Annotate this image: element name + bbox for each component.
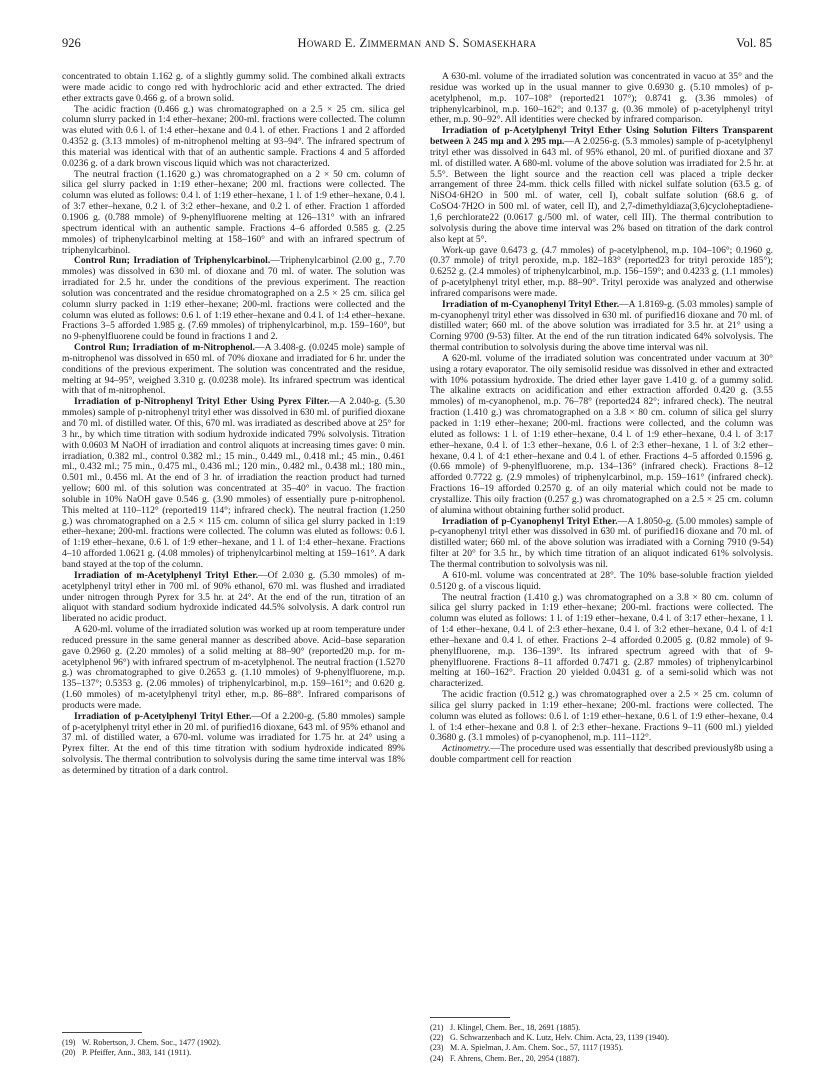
paragraph (62, 625, 405, 712)
section-heading: Irradiation of p-Acetylphenyl Trityl Ether Using Solution Filters Transparent between λ 245 mμ and λ 295 mμ. (430, 125, 773, 148)
paragraph (62, 256, 405, 343)
footnote-text: P. Pfeiffer, Ann., 383, 141 (1911). (82, 1048, 192, 1058)
paragraph (430, 246, 773, 300)
footnote-rule (430, 1017, 510, 1018)
paragraph-text: —Of 2.030 g. (5.30 mmoles) of m-acetylphenyl trityl ether in 700 ml. of 90% ethanol, 670 ml. was flushed and irradiated under nitrogen through Pyrex for 3.5 hr. at 24°. At the end of the run, titration of an aliquot with standard sodium hydroxide indicated 44.5% solvolysis. A dark control run liberated no acidic product. (62, 569, 406, 625)
footnote-number: (22) (430, 1033, 444, 1043)
footnote (430, 1054, 773, 1064)
paragraph-text: A 620-ml. volume of the irradiated solution was worked up at room temperature under reduced pressure in the same general manner as described above. Acid–base separation gave 0.2960 g. (2.20 mmoles) of a solid melting at 88–90° (reported20 m.p. for m-acetylphenol 96°) with infrared spectrum of m-acetylphenol. The neutral fraction (1.5270 g.) was chromatographed to give 0.2653 g. (1.10 mmoles) of 9-phenylfluorene, m.p. 135–137°; 0.5353 g. (2.06 mmoles) of triphenylcarbinol, m.p. 159–161°; and 0.620 g. (1.60 mmoles) of m-acetylphenyl trityl ether, m.p. 86–88°. Infrared comparisons of products were made. (62, 624, 405, 711)
section-heading: Irradiation of p-Nitrophenyl Trityl Ether Using Pyrex Filter. (74, 396, 330, 408)
paragraph (430, 593, 773, 691)
paragraph (430, 517, 773, 571)
paragraph (62, 170, 405, 257)
paragraph-text: A 610-ml. volume was concentrated at 28°. The 10% base-soluble fraction yielded 0.5120 g. of a viscous liquid. (430, 569, 773, 592)
section-heading: Control Run; Irradiation of m-Nitrophenol. (74, 342, 256, 354)
footnote-text: J. Klingel, Chem. Ber., 18, 2691 (1885). (450, 1023, 581, 1032)
paragraph (430, 744, 773, 766)
paragraph (430, 126, 773, 245)
section-heading: Irradiation of p-Acetylphenyl Trityl Ether. (74, 710, 252, 722)
paragraph-text: A 630-ml. volume of the irradiated solution was concentrated in vacuo at 35° and the residue was worked up in the usual manner to give 0.6930 g. (5.10 mmoles) of p-acetylphenol, m.p. 107–108° (reported21 107°); 0.8741 g. (3.36 mmoles) of triphenylcarbinol, m.p. 160–162°; and 0.137 g. (0.36 mmole) of p-acetylphenyl trityl ether, m.p. 90–92°. All identities were checked by infrared comparison. (430, 71, 773, 126)
footnote-text: F. Ahrens, Chem. Ber., 20, 2954 (1887). (450, 1053, 580, 1063)
section-heading: Irradiation of p-Cyanophenyl Trityl Ether. (442, 515, 618, 527)
footnote (430, 1023, 773, 1033)
paragraph-text: —Triphenylcarbinol (2.00 g., 7.70 mmoles) was dissolved in 630 ml. of dioxane and 70 ml. of water. The solution was irradiated for 2.5 hr. under the conditions of the previous experiment. The reaction solution was concentrated and the residue chromatographed on a 2.5 × 25 cm. silica gel column slurry packed in 1:19 ether–hexane; 200-ml. fractions were collected and the column was eluted as follows: 0.6 l. of 1:19 ether–hexane and 0.4 l. of 1:4 ether–hexane. Fractions 3–5 afforded 1.985 g. (7.69 mmoles) of triphenylcarbinol, m.p. 159–160°, but no 9-phenylfluorene could be found in fractions 1 and 2. (62, 255, 405, 343)
paragraph-text: The acidic fraction (0.466 g.) was chromatographed on a 2.5 × 25 cm. silica gel column slurry packed in 1:4 ether–hexane; 200-ml. fractions were collected. The column was eluted with 0.6 l. of 1:4 ether–hexane and 0.4 l. of ether. Fractions 1 and 2 afforded 0.4352 g. (3.13 mmoles) of m-nitrophenol melting at 93–94°. The infrared spectrum of this material was identical with that of an authentic sample. Fractions 4 and 5 afforded 0.0236 g. of a dark brown viscous liquid which was not characterized. (62, 103, 405, 169)
paragraph-text: —A 2.040-g. (5.30 mmoles) sample of p-nitrophenyl trityl ether was dissolved in 630 ml. of purified dioxane and 70 ml. of distilled water. Of this, 670 ml. was irradiated as described above at 25° for 3 hr., by which time titration with sodium hydroxide indicated 79% solvolysis. Titration with 0.0603 M NaOH of irradiation and control aliquots at increasing times gave: 0 min. irradiation, 0.382 ml., control 0.382 ml.; 15 min., 0.449 ml., 0.418 ml.; 45 min., 0.461 ml., 0.432 ml.; 75 min., 0.475 ml., 0.436 ml.; 120 min., 0.482 ml., 0.438 ml.; 180 min., 0.501 ml., 0.456 ml. At the end of 3 hr. of irradiation the reaction product had turned yellow; 600 ml. of this solution was concentrated at 35–40° in vacuo. The fraction soluble in 10% NaOH gave 0.546 g. (3.90 mmoles) of essentially pure p-nitrophenol. This melted at 110–112° (reported19 114°; infrared check). The neutral fraction (1.250 g.) was chromatographed on a 2.5 × 115 cm. column of silica gel slurry packed in 1:19 ether–hexane; 200-ml. fractions were collected. The column was eluted as follows: 0.6 l. of 1:19 ether–hexane, 0.6 l. of 1:9 ether–hexane, and 1 l. of 1:4 ether–hexane. Fractions 4–10 afforded 1.0621 g. (4.08 mmoles) of triphenylcarbinol melting at 159–161°. A dark band stayed at the top of the column. (62, 396, 405, 570)
right-column-body (430, 72, 773, 766)
paragraph-text: The neutral fraction (1.410 g.) was chromatographed on a 3.8 × 80 cm. column of silica gel slurry packed in 1:19 ether–hexane; 200-ml. fractions were collected. The column was eluted as follows: 1 l. of 1:19 ether–hexane, 0.4 l. of 3:17 ether–hexane, 1 l. of 1:4 ether–hexane, 0.4 l. of 2:3 ether–hexane, 0.4 l. of 3:2 ether–hexane, 0.4 l. of 4:1 ether–hexane and 0.4 l. of ether. Fractions 2–4 afforded 0.2005 g. (0.82 mmole) of 9-phenylfluorene, m.p. 136–139°. Its infrared spectrum agreed with that of 9-phenylfluorene. Fractions 8–11 afforded 0.7471 g. (2.87 mmoles) of triphenylcarbinol melting at 160–162°. Fraction 20 yielded 0.0431 g. of a semi-solid which was not characterized. (430, 591, 773, 690)
paragraph-text: —A 1.8050-g. (5.00 mmoles) sample of p-cyanophenyl trityl ether was dissolved in 630 ml. of purified16 dioxane and 70 ml. of distilled water; 660 ml. of the above solution was irradiated with a Corning 7910 (9-54) filter at 20° for 3.5 hr., by which time titration of an aliquot indicated 61% solvolysis. The thermal contribution to solvolysis was nil. (430, 515, 773, 570)
paragraph (430, 354, 773, 517)
page-header (62, 36, 772, 52)
paragraph (430, 72, 773, 126)
left-column-body (62, 72, 405, 777)
section-heading: Irradiation of m-Cyanophenyl Trityl Ether. (442, 298, 620, 310)
footnote-number: (20) (62, 1048, 76, 1058)
paragraph (62, 343, 405, 397)
right-footnotes (430, 1010, 773, 1064)
footnote (62, 1048, 405, 1058)
footnote (62, 1038, 405, 1048)
footnote (430, 1033, 773, 1043)
paragraph-text: —A 2.0256-g. (5.3 mmoles) sample of p-acetylphenyl trityl ether was dissolved in 643 ml. of 95% ethanol, 20 ml. of purified dioxane and 37 ml. of distilled water. A 680-ml. volume of the above solution was irradiated for 2.5 hr. at 5.5°. Between the light source and the reaction cell was placed a triple decker arrangement of three 24-mm. thick cells filled with nickel sulfate solution (63.5 g. of NiSO4·6H2O in 500 ml. of water, cell I), cobalt sulfate solution (68.6 g. of CoSO4·7H2O in 500 ml. of water, cell II), and 2,7-dimethyldiaza(3,6)cycloheptadiene-1,6 perchlorate22 (0.0617 g./500 ml. of water, cell III). The thermal contribution to solvolysis during the above time interval was 2% based on titration of the dark control also kept at 5°. (430, 136, 774, 245)
footnote-number: (19) (62, 1038, 76, 1047)
paragraph (62, 397, 405, 571)
footnote-number: (21) (430, 1023, 444, 1032)
section-heading: Control Run; Irradiation of Triphenylcarbinol. (74, 255, 271, 267)
paragraph-text: —A 1.8169-g. (5.03 mmoles) sample of m-cyanophenyl trityl ether was dissolved in 630 ml. of purified16 dioxane and 70 ml. of distilled water; 660 ml. of the above solution was irradiated for 3.5 hr. at 21° using a Corning 9700 (9-53) filter. At the end of the run titration indicated 64% solvolysis. The thermal contribution to solvolysis during the above time interval was nil. (430, 298, 773, 354)
footnote-number: (23) (430, 1043, 444, 1053)
paragraph-text: The acidic fraction (0.512 g.) was chromatographed over a 2.5 × 25 cm. column of silica gel slurry packed in 1:19 ether–hexane; 200-ml. fractions were collected. The column was eluted as follows: 0.6 l. of 1:19 ether–hexane, 0.6 l. of 1:9 ether–hexane, 0.4 l. of 1:4 ether–hexane and 0.8 l. of 2:3 ether–hexane. Fractions 9–11 (600 ml.) yielded 0.3680 g. (3.1 mmoles) of p-cyanophenol, m.p. 111–112°. (430, 689, 773, 744)
paragraph (430, 690, 773, 744)
paragraph-text: —Of a 2.200-g. (5.80 mmoles) sample of p-acetylphenyl trityl ether in 20 ml. of purified16 dioxane, 643 ml. of 95% ethanol and 37 ml. of distilled water, a 670-ml. volume was irradiated for 1.75 hr. at 24° using a Pyrex filter. At the end of this time titration with sodium hydroxide indicated 89% solvolysis. The thermal contribution to solvolysis during the same time interval was 18% as determined by titration of a dark control. (62, 710, 405, 776)
footnote-text: G. Schwarzenbach and K. Lutz, Helv. Chim. Acta, 23, 1139 (1940). (450, 1033, 670, 1043)
volume-label: Vol. 85 (736, 36, 772, 50)
paragraph-text: —The procedure used was essentially that described previously8b using a double compartment cell for reaction (430, 743, 773, 766)
right-column (430, 71, 774, 1063)
paragraph-text: A 620-ml. volume of the irradiated solution was concentrated under vacuum at 30° using a rotary evaporator. The oily semisolid residue was dissolved in ether and extracted with 10% potassium hydroxide. The dried ether layer gave 1.410 g. of a gummy solid. The alkaline extracts on acidification and ether extraction afforded 0.420 g. (3.55 mmoles) of m-cyanophenol, m.p. 76–78° (reported24 82°; infrared check). The neutral fraction (1.410 g.) was chromatographed on a 3.8 × 80 cm. column of silica gel slurry packed in 1:19 ether–hexane; 200-ml. fractions were collected, and the column was eluted as follows: 1 l. of 1:19 ether–hexane, 0.4 l. of 1:9 ether–hexane, 0.4 l. of 3:17 ether–hexane, 0.4 l. of 1:3 ether–hexane, 0.6 l. of 2:3 ether–hexane, 1 l. of 3:2 ether–hexane, 0.4 l. of 4:1 ether–hexane and 0.4 l. of ether. Fractions 4–5 afforded 0.1596 g. (0.66 mmole) of 9-phenylfluorene, m.p. 134–136° (infrared check). Fractions 8–12 afforded 0.7722 g. (2.9 mmoles) of triphenylcarbinol, m.p. 159–161° (infrared check). Fractions 16–19 afforded 0.2570 g. of an oily material which could not be made to crystallize. This oily fraction (0.257 g.) was chromatographed on a 2.5 × 25 cm. column of alumina without obtaining further solid product. (430, 352, 773, 516)
footnote-text: M. A. Spielman, J. Am. Chem. Soc., 57, 1117 (1935). (450, 1043, 624, 1053)
paragraph-text: The neutral fraction (1.1620 g.) was chromatographed on a 2 × 50 cm. column of silica gel slurry packed in 1:19 ether–hexane; 200 ml. fractions were collected. The column was eluted as follows: 0.4 l. of 1:19 ether–hexane, 1 l. of 1:9 ether–hexane, 0.4 l. of 3:7 ether–hexane, 0.2 l. of 3:2 ether–hexane, and 0.2 l. of ether. Fraction 1 afforded 0.1906 g. (0.788 mmole) of 9-phenylfluorene melting at 126–131° with an infrared spectrum identical with an authentic sample. Fractions 4–6 afforded 0.585 g. (2.25 mmoles) of triphenylcarbinol melting at 158–160° and with an infrared spectrum of triphenylcarbinol. (62, 168, 405, 256)
page-number: 926 (62, 36, 81, 50)
footnote (430, 1043, 773, 1053)
paragraph-text: concentrated to obtain 1.162 g. of a slightly gummy solid. The combined alkali extracts were made acidic to congo red with hydrochloric acid and ether extracted. The dried ether extracts gave 0.466 g. of a brown solid. (62, 71, 405, 104)
footnote-text: W. Robertson, J. Chem. Soc., 1477 (1902). (82, 1038, 221, 1047)
paragraph-text: Work-up gave 0.6473 g. (4.7 mmoles) of p-acetylphenol, m.p. 104–106°; 0.1960 g. (0.37 mmole) of trityl peroxide, m.p. 182–183° (reported23 for trityl peroxide 185°); 0.6252 g. (2.4 mmoles) of triphenylcarbinol, m.p. 156–159°; and 0.4233 g. (1.1 mmoles) of p-acetylphenyl trityl ether, m.p. 88–90°. Trityl peroxide was analyzed and otherwise infrared comparisons were made. (430, 244, 773, 299)
paragraph (430, 300, 773, 354)
footnote-number: (24) (430, 1053, 444, 1063)
paragraph (62, 712, 405, 777)
paragraph (62, 105, 405, 170)
left-column (62, 71, 406, 1058)
paragraph (62, 571, 405, 625)
running-head-authors: Howard E. Zimmerman and S. Somasekhara (297, 36, 537, 50)
paragraph (62, 72, 405, 105)
left-footnotes (62, 1025, 405, 1058)
paragraph (430, 571, 773, 593)
footnote-rule (62, 1032, 142, 1033)
section-heading: Actinometry. (442, 743, 491, 755)
section-heading: Irradiation of m-Acetylphenyl Trityl Ether. (74, 569, 259, 581)
paragraph-text: —A 3.408-g. (0.0245 mole) sample of m-nitrophenol was dissolved in 650 ml. of 70% dioxane and irradiated for 6 hr. under the conditions of the previous experiment. The solution was concentrated and the residue, melting at 94–95°, weighed 3.310 g. (0.0238 mole). Its infrared spectrum was identical with that of m-nitrophenol. (62, 342, 405, 397)
